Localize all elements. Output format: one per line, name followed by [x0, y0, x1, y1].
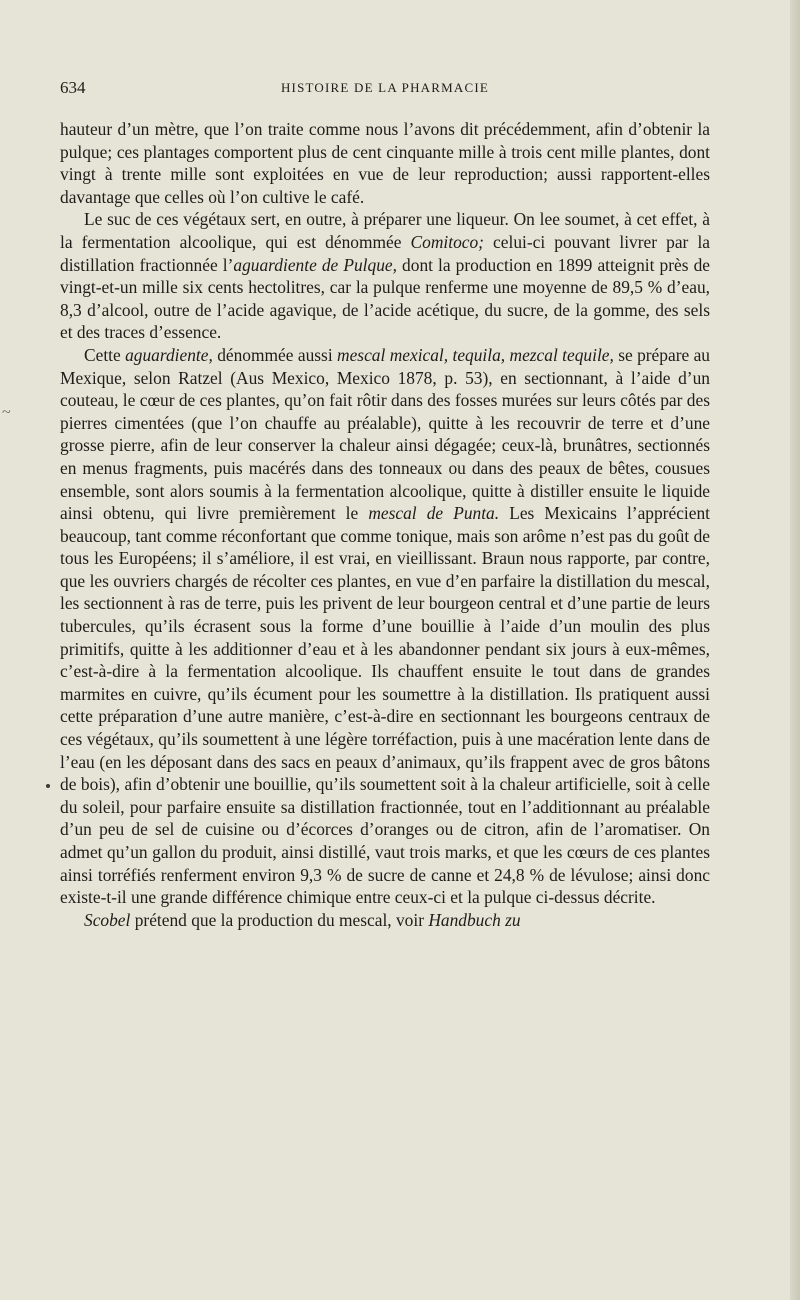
paragraph-1	[60, 118, 710, 208]
margin-mark: ~	[2, 404, 11, 421]
term-mescal-de-punta: mescal de Punta.	[368, 503, 500, 524]
page-number: 634	[60, 78, 86, 97]
page-edge	[790, 0, 800, 1300]
paragraph-3	[60, 344, 710, 909]
margin-dot	[46, 784, 50, 788]
paragraph-1-text: hauteur d’un mètre, que l’on traite comme nous l’avons dit précédemment, afin d’obtenir la pulque; ces plantages comportent plus de cent cinquante mille à trois cent mille plantes, dont vingt à trente mille sont exploitées en vue de leur reproduction; aussi rapportent-elles davantage que celles où l’on cultive le café.	[60, 119, 710, 207]
term-comitoco: Comitoco;	[410, 231, 484, 252]
book-title-handbuch: Handbuch zu	[428, 909, 521, 930]
page-header	[60, 78, 710, 100]
paragraph-3-text: dénommée aussi	[212, 344, 338, 365]
paragraph-2-text: Le suc de ces végétaux sert, en outre, à préparer une liqueur. On lee soumet, à cet effet, à la fermentation alcoolique, qui est dénommée	[60, 209, 710, 252]
term-aguardiente: aguardiente,	[125, 344, 213, 365]
paragraph-2-text: celui-ci pouvant livrer par la distillation fractionnée l’	[60, 231, 710, 275]
paragraph-4	[60, 909, 710, 932]
paragraph-4-text: prétend que la production du mescal, voir	[130, 909, 429, 930]
body-text	[60, 118, 710, 931]
running-title: HISTOIRE DE LA PHARMACIE	[280, 80, 490, 95]
paragraph-2	[60, 208, 710, 344]
term-aguardiente-de-pulque: aguardiente de Pulque,	[233, 254, 397, 275]
paragraph-3-text: Les Mexicains l’apprécient beaucoup, tant comme réconfortant que comme tonique, mais son arôme n’est pas du goût de tous les Européens; il s’améliore, il est vrai, en vieillissant. Braun nous rapporte, par contre, que les ouvriers chargés de récolter ces plantes, en vue d’en parfaire la distillation du mescal, les sectionnent à ras de terre, puis les privent de leur bourgeon central et d’une partie de leurs tubercules, qu’ils écrasent sous la forme d’une bouillie à l’aide d’un moulin des plus primitifs, quitte à les additionner d’eau et à les abandonner pendant six jours à eux-mêmes, c’est-à-dire à la fermentation alcoolique. Ils chauffent ensuite le tout dans de grandes marmites en cuivre, qu’ils écument pour les soumettre à la distillation. Ils pratiquent aussi cette préparation d’une autre manière, c’est-à-dire en sectionnant les bourgeons centraux de ces végétaux, qu’ils soumettent à une légère torréfaction, puis à une macération lente dans de l’eau (en les déposant dans des sacs en peaux d’animaux, qu’ils frappent avec de gros bâtons de bois), afin d’obtenir une bouillie, qu’ils soumettent soit à la chaleur artificielle, soit à celle du soleil, pour parfaire ensuite sa distillation fractionnée, tout en l’additionnant au préalable d’un peu de sel de cuisine ou d’écorces d’oranges ou de citron, afin de l’aromatiser. On admet qu’un gallon du produit, ainsi distillé, vaut trois marks, et que les cœurs de ces plantes ainsi torréfiés renferment environ 9,3 % de sucre de canne et 24,8 % de lévulose; ainsi donc existe-t-il une grande différence chimique entre ceux-ci et la pulque ci-dessus décrite.	[60, 503, 710, 908]
author-scobel: Scobel	[84, 909, 131, 930]
paragraph-3-text: Cette	[84, 344, 126, 365]
paragraph-3-text: se prépare au Mexique, selon Ratzel (Aus Mexico, Mexico 1878, p. 53), en sectionnant, à l’aide d’un couteau, le cœur de ces plantes, qu’on fait rôtir dans des fosses murées sur leurs côtés par des pierres cimentées (que l’on chauffe au préalable), quitte à les recouvrir de terre et d’une grosse pierre, afin de leur conserver la chaleur ainsi dégagée; ceux-là, brunâtres, sectionnés en menus fragments, puis macérés dans des tonneaux ou dans des peaux de bêtes, cousues ensemble, sont alors soumis à la fermentation alcoolique, quitte à distiller ensuite le liquide ainsi obtenu, qui livre premièrement le	[60, 344, 710, 524]
term-mescal-names: mescal mexical, tequila, mezcal tequile,	[337, 344, 614, 365]
paragraph-2-text: dont la production en 1899 atteignit près de vingt-et-un mille six cents hectolitres, car la pulque renferme une moyenne de 89,5 % d’eau, 8,3 d’alcool, outre de l’acide agavique, de l’acide acétique, du sucre, de la gomme, des sels et des traces d’essence.	[60, 254, 710, 343]
